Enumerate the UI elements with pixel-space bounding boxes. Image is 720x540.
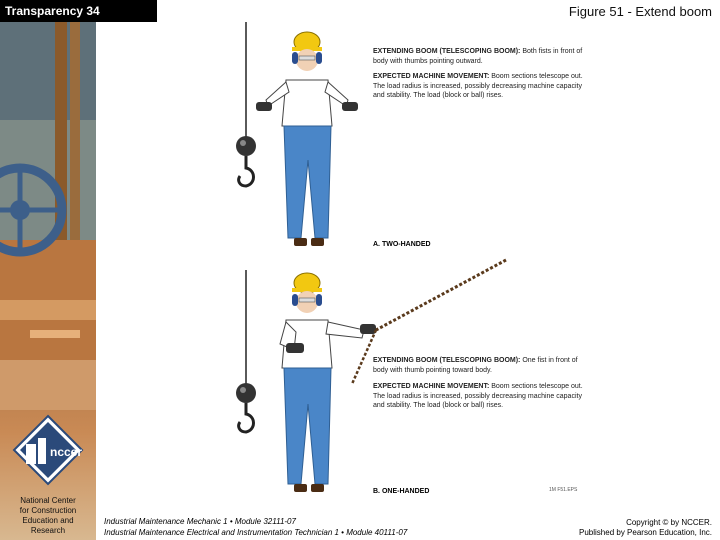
sidebar <box>0 0 96 540</box>
organization-name: National Center for Construction Education and Research <box>19 496 77 535</box>
panel-b-movement: EXPECTED MACHINE MOVEMENT: Boom sections telescope out. The load radius is increased, possibly decreasing machine capacity and stability. The load (block or ball) rises. <box>373 383 583 409</box>
panel-b-label: B. ONE-HANDED <box>373 488 430 495</box>
industrial-photo <box>0 0 96 410</box>
signal-person-one-handed <box>280 273 376 492</box>
panel-a-label: A. TWO-HANDED <box>373 241 431 248</box>
panel-a-description: EXTENDING BOOM (TELESCOPING BOOM): Both fists in front of body with thumbs pointing outward. <box>373 48 583 65</box>
signal-person-two-handed <box>256 32 358 246</box>
figure-title: Figure 51 - Extend boom <box>568 4 712 19</box>
panel-a-movement: EXPECTED MACHINE MOVEMENT: Boom sections telescope out. The load radius is increased, possibly decreasing machine capacity and stability. The load (block or ball) rises. <box>373 73 583 99</box>
figure-code: 1M F51.EPS <box>549 487 578 493</box>
crane-hook-a <box>236 22 256 186</box>
crane-hook-b <box>236 270 256 432</box>
panel-b-description: EXTENDING BOOM (TELESCOPING BOOM): One fist in front of body with thumb pointing toward body. <box>373 357 578 374</box>
module-citation: Industrial Maintenance Mechanic 1 • Module 32111-07 Industrial Maintenance Electrical and Instrumentation Technician 1 • Module 40111-07 <box>104 517 408 537</box>
transparency-title: Transparency 34 <box>0 0 157 22</box>
copyright: Copyright © by NCCER. Published by Pearson Education, Inc. <box>579 518 712 537</box>
nccer-logo <box>12 414 84 486</box>
svg-text:nccer: nccer <box>50 445 83 459</box>
